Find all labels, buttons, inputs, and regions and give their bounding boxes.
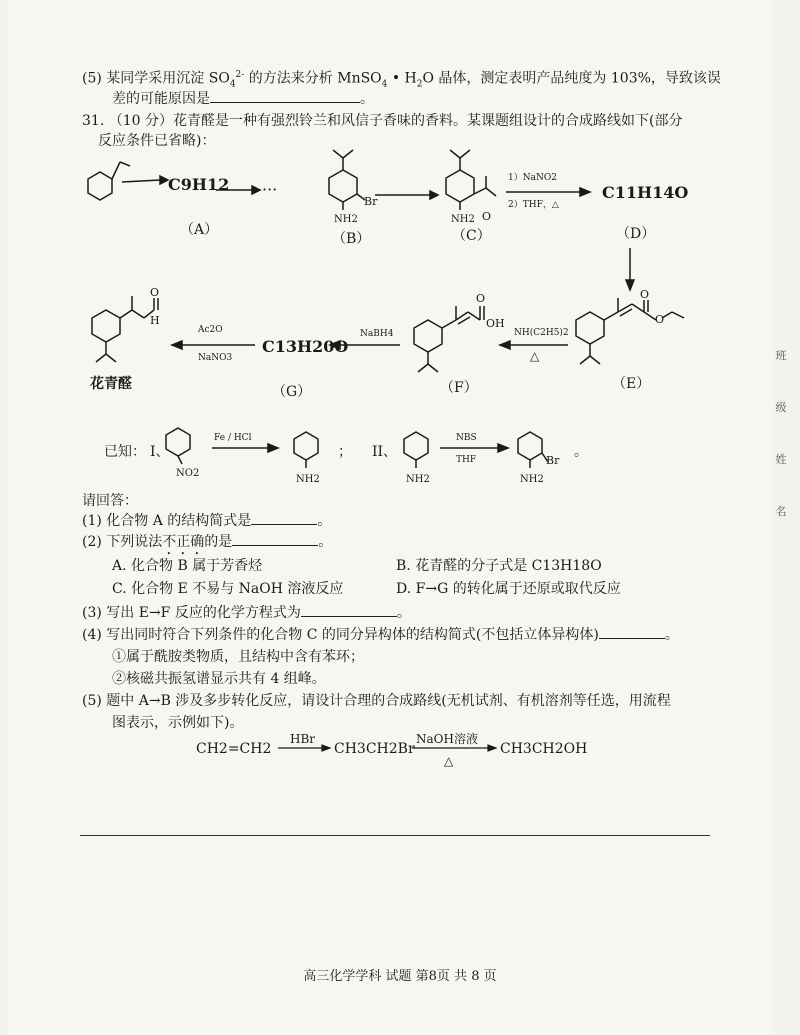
q1: (1) 化合物 A 的结构简式是 。 [82,513,332,529]
label-E: （E） [612,376,651,392]
binding-edge: 班 级 姓 名 [775,349,787,518]
label-D: （D） [616,226,656,242]
option-d: D. F→G 的转化属于还原或取代反应 [396,581,621,597]
atom-nh2-k1: NH2 [296,474,320,485]
atom-nh2-B: NH2 [334,214,358,225]
q30-5-line1: (5) 某同学采用沉淀 $SO_4^{2-}$ 的方法来分析 MnSO$_4$ • $H_2O$ 晶体，测定表明产品纯度为 103%，导致该误 [82,70,721,90]
formula-D: C11H14O [602,183,689,202]
atom-nh2-k2: NH2 [406,474,430,485]
known-r1: Fe / HCl [214,433,252,443]
answer-blank-q4[interactable] [599,638,665,639]
reagent-g-2: NaNO3 [198,353,233,363]
answer-blank-q2[interactable] [232,545,318,546]
divider [80,835,710,836]
label-A: （A） [180,222,219,238]
reagent-cd-1: 1）NaNO2 [508,173,557,183]
atom-o-E2: O [655,313,665,326]
label-F: （F） [440,380,478,396]
page-footer: 高三化学学科 试题 第8页 共 8 页 [303,969,497,984]
reagent-fg: NaBH4 [360,329,394,339]
known-end: 。 [574,444,588,460]
atom-o-E: O [640,288,650,301]
compound-F [414,306,484,372]
answer-blank-q3[interactable] [301,616,397,617]
formula-A: C9H12 [168,175,230,194]
q4-cond-2: ②核磁共振氢谱显示共有 4 组峰。 [112,671,326,687]
compound-B [329,150,365,210]
product-structure [92,296,158,362]
prompt: 请回答： [82,493,138,509]
reagent-g-1: Ac2O [198,325,223,335]
q30-5-line2: 差的可能原因是 。 [112,91,374,107]
example-end: CH3CH2OH [500,741,588,757]
product-name: 花青醛 [90,376,132,392]
atom-br-k: Br [546,454,560,467]
reagent-ef-cond: △ [530,349,540,363]
q4-cond-1: ①属于酰胺类物质，且结构中含有苯环； [112,649,364,665]
label-G: （G） [272,384,312,400]
known-ii: II、 [372,444,398,460]
atom-nh2-k3: NH2 [520,474,544,485]
known-intro: 已知： [104,444,146,460]
formula-G: C13H20O [262,337,349,356]
atom-oh-F: OH [486,317,505,330]
atom-o-product: O [150,286,160,299]
known-sep: ； [338,444,352,460]
q31-header-2: 反应条件已省略)： [98,133,216,149]
reagent-ef: NH(C2H5)2 [514,328,569,338]
example-reagent-1: HBr [290,732,316,746]
known-r2-bot: THF [456,455,477,465]
compound-C [446,150,496,210]
q31-header: 31. （10 分）花青醛是一种有强烈铃兰和风信子香味的香料。某课题组设计的合成路线如下(部分 [82,113,683,129]
answer-blank-q1[interactable] [251,524,317,525]
example-reagent-2: NaOH溶液 [416,732,478,746]
atom-o-C: O [482,210,492,223]
q4: (4) 写出同时符合下列条件的化合物 C 的同分异构体的结构简式(不包括立体异构体) 。 [82,627,679,643]
example-flow [0,725,800,775]
atom-o-F: O [476,292,486,305]
known-i: I、 [150,444,170,460]
label-B: （B） [332,231,371,247]
q3: (3) 写出 E→F 反应的化学方程式为 。 [82,605,411,621]
option-c: C. 化合物 E 不易与 NaOH 溶液反应 [112,581,344,597]
known-r2-top: NBS [456,433,477,443]
example-mid: CH3CH2Br [334,741,415,757]
compound-E [576,298,684,364]
reagent-cd-2: 2）THF，△ [508,200,559,210]
q5-b: 图表示，示例如下)。 [112,715,244,731]
atom-h-product: H [150,314,160,327]
atom-no2: NO2 [176,468,200,479]
q5: (5) 题中 A→B 涉及多步转化反应，请设计合理的合成路线(无机试剂、有机溶剂等任选，用流程 [82,693,671,709]
example-reagent-2b: △ [444,754,454,768]
example-start: CH2=CH2 [196,741,272,757]
label-C: （C） [452,228,491,244]
dots: ··· [262,180,278,199]
benzene-start [88,162,130,200]
option-a: A. 化合物 B 属于芳香烃 [112,558,263,574]
q2: (2) 下列说法不正确的是 。 [82,534,333,550]
atom-br-B: Br [364,195,378,208]
atom-nh2-C: NH2 [451,214,475,225]
option-b: B. 花青醛的分子式是 C13H18O [396,558,602,574]
